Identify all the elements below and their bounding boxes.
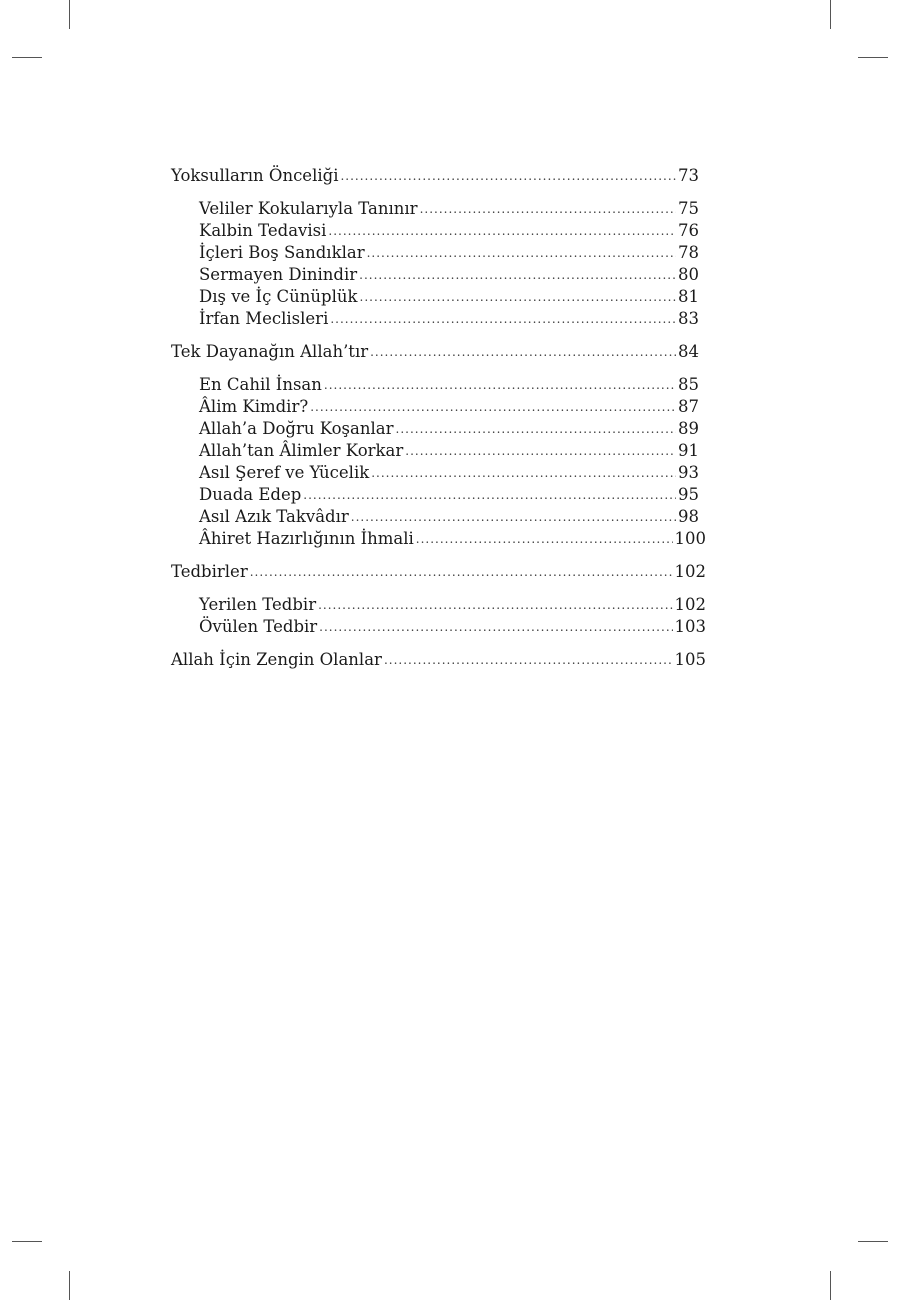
- toc-entry-title: İçleri Boş Sandıklar: [199, 243, 365, 262]
- dot-leader: [351, 506, 676, 528]
- toc-section: [171, 649, 706, 671]
- table-of-contents: [171, 165, 706, 682]
- toc-section-title: Allah İçin Zengin Olanlar: [171, 650, 382, 669]
- dot-leader: [310, 396, 676, 418]
- crop-mark-right-bottom: [858, 1241, 888, 1242]
- toc-entry-title: Veliler Kokularıyla Tanınır: [199, 199, 418, 218]
- toc-entry-title: Asıl Azık Takvâdır: [199, 507, 349, 526]
- toc-section-heading[interactable]: [171, 165, 706, 187]
- toc-entry[interactable]: [171, 506, 706, 528]
- toc-entry-title: Kalbin Tedavisi: [199, 221, 327, 240]
- dot-leader: [359, 264, 676, 286]
- dot-leader: [303, 484, 676, 506]
- toc-page-number: 103: [674, 617, 706, 636]
- toc-entry[interactable]: [171, 264, 706, 286]
- toc-entry-title: Duada Edep: [199, 485, 302, 504]
- toc-section-heading[interactable]: [171, 341, 706, 363]
- toc-page-number: 80: [678, 265, 699, 284]
- crop-mark-bottom-right: [830, 1271, 831, 1300]
- toc-entry[interactable]: [171, 594, 706, 616]
- toc-page-number: 73: [678, 166, 699, 185]
- toc-entry-title: En Cahil İnsan: [199, 375, 322, 394]
- dot-leader: [367, 242, 676, 264]
- dot-leader: [420, 198, 676, 220]
- dot-leader: [250, 561, 673, 583]
- toc-section: [171, 165, 706, 330]
- toc-entry-title: Sermayen Dinindir: [199, 265, 358, 284]
- toc-entry-title: Allah’a Doğru Koşanlar: [199, 419, 394, 438]
- dot-leader: [340, 165, 676, 187]
- toc-section: [171, 341, 706, 550]
- crop-mark-left-top: [12, 57, 42, 58]
- toc-entry[interactable]: [171, 462, 706, 484]
- dot-leader: [360, 286, 676, 308]
- toc-page-number: 85: [678, 375, 699, 394]
- dot-leader: [328, 220, 676, 242]
- toc-page-number: 87: [678, 397, 699, 416]
- dot-leader: [318, 594, 672, 616]
- crop-mark-top-left: [69, 0, 70, 29]
- crop-mark-bottom-left: [69, 1271, 70, 1300]
- toc-page-number: 81: [678, 287, 699, 306]
- toc-entry-title: Âlim Kimdir?: [199, 397, 309, 416]
- toc-page-number: 78: [678, 243, 699, 262]
- toc-page-number: 93: [678, 463, 699, 482]
- toc-page-number: 102: [674, 562, 706, 581]
- toc-entry[interactable]: [171, 484, 706, 506]
- toc-section: [171, 561, 706, 638]
- toc-entry[interactable]: [171, 220, 706, 242]
- toc-section-heading[interactable]: [171, 561, 706, 583]
- toc-page-number: 105: [674, 650, 706, 669]
- toc-entry-title: Âhiret Hazırlığının İhmali: [199, 529, 414, 548]
- toc-page-number: 75: [678, 199, 699, 218]
- toc-entry[interactable]: [171, 616, 706, 638]
- toc-page-number: 100: [674, 529, 706, 548]
- toc-entry[interactable]: [171, 396, 706, 418]
- toc-section-heading[interactable]: [171, 649, 706, 671]
- toc-section-title: Yoksulların Önceliği: [171, 166, 339, 185]
- dot-leader: [330, 308, 676, 330]
- toc-page-number: 76: [678, 221, 699, 240]
- toc-entry[interactable]: [171, 374, 706, 396]
- crop-mark-right-top: [858, 57, 888, 58]
- toc-entry-title: Dış ve İç Cünüplük: [199, 287, 358, 306]
- toc-page-number: 102: [674, 595, 706, 614]
- toc-entry[interactable]: [171, 308, 706, 330]
- toc-entry-title: Yerilen Tedbir: [199, 595, 317, 614]
- toc-entry[interactable]: [171, 242, 706, 264]
- toc-entry-title: Allah’tan Âlimler Korkar: [199, 441, 404, 460]
- toc-entry-title: İrfan Meclisleri: [199, 309, 329, 328]
- dot-leader: [319, 616, 672, 638]
- crop-mark-top-right: [830, 0, 831, 29]
- toc-entry[interactable]: [171, 198, 706, 220]
- toc-section-title: Tedbirler: [171, 562, 248, 581]
- toc-entry[interactable]: [171, 440, 706, 462]
- toc-page-number: 89: [678, 419, 699, 438]
- toc-entry[interactable]: [171, 418, 706, 440]
- dot-leader: [370, 341, 676, 363]
- toc-page-number: 84: [678, 342, 699, 361]
- dot-leader: [384, 649, 673, 671]
- crop-mark-left-bottom: [12, 1241, 42, 1242]
- toc-entry[interactable]: [171, 528, 706, 550]
- toc-page-number: 95: [678, 485, 699, 504]
- dot-leader: [371, 462, 676, 484]
- dot-leader: [324, 374, 676, 396]
- dot-leader: [405, 440, 676, 462]
- toc-entry-title: Övülen Tedbir: [199, 617, 318, 636]
- dot-leader: [416, 528, 673, 550]
- toc-page-number: 83: [678, 309, 699, 328]
- dot-leader: [396, 418, 677, 440]
- toc-entry[interactable]: [171, 286, 706, 308]
- toc-entry-title: Asıl Şeref ve Yücelik: [199, 463, 370, 482]
- toc-section-title: Tek Dayanağın Allah’tır: [171, 342, 369, 361]
- toc-page-number: 98: [678, 507, 699, 526]
- toc-page-number: 91: [678, 441, 699, 460]
